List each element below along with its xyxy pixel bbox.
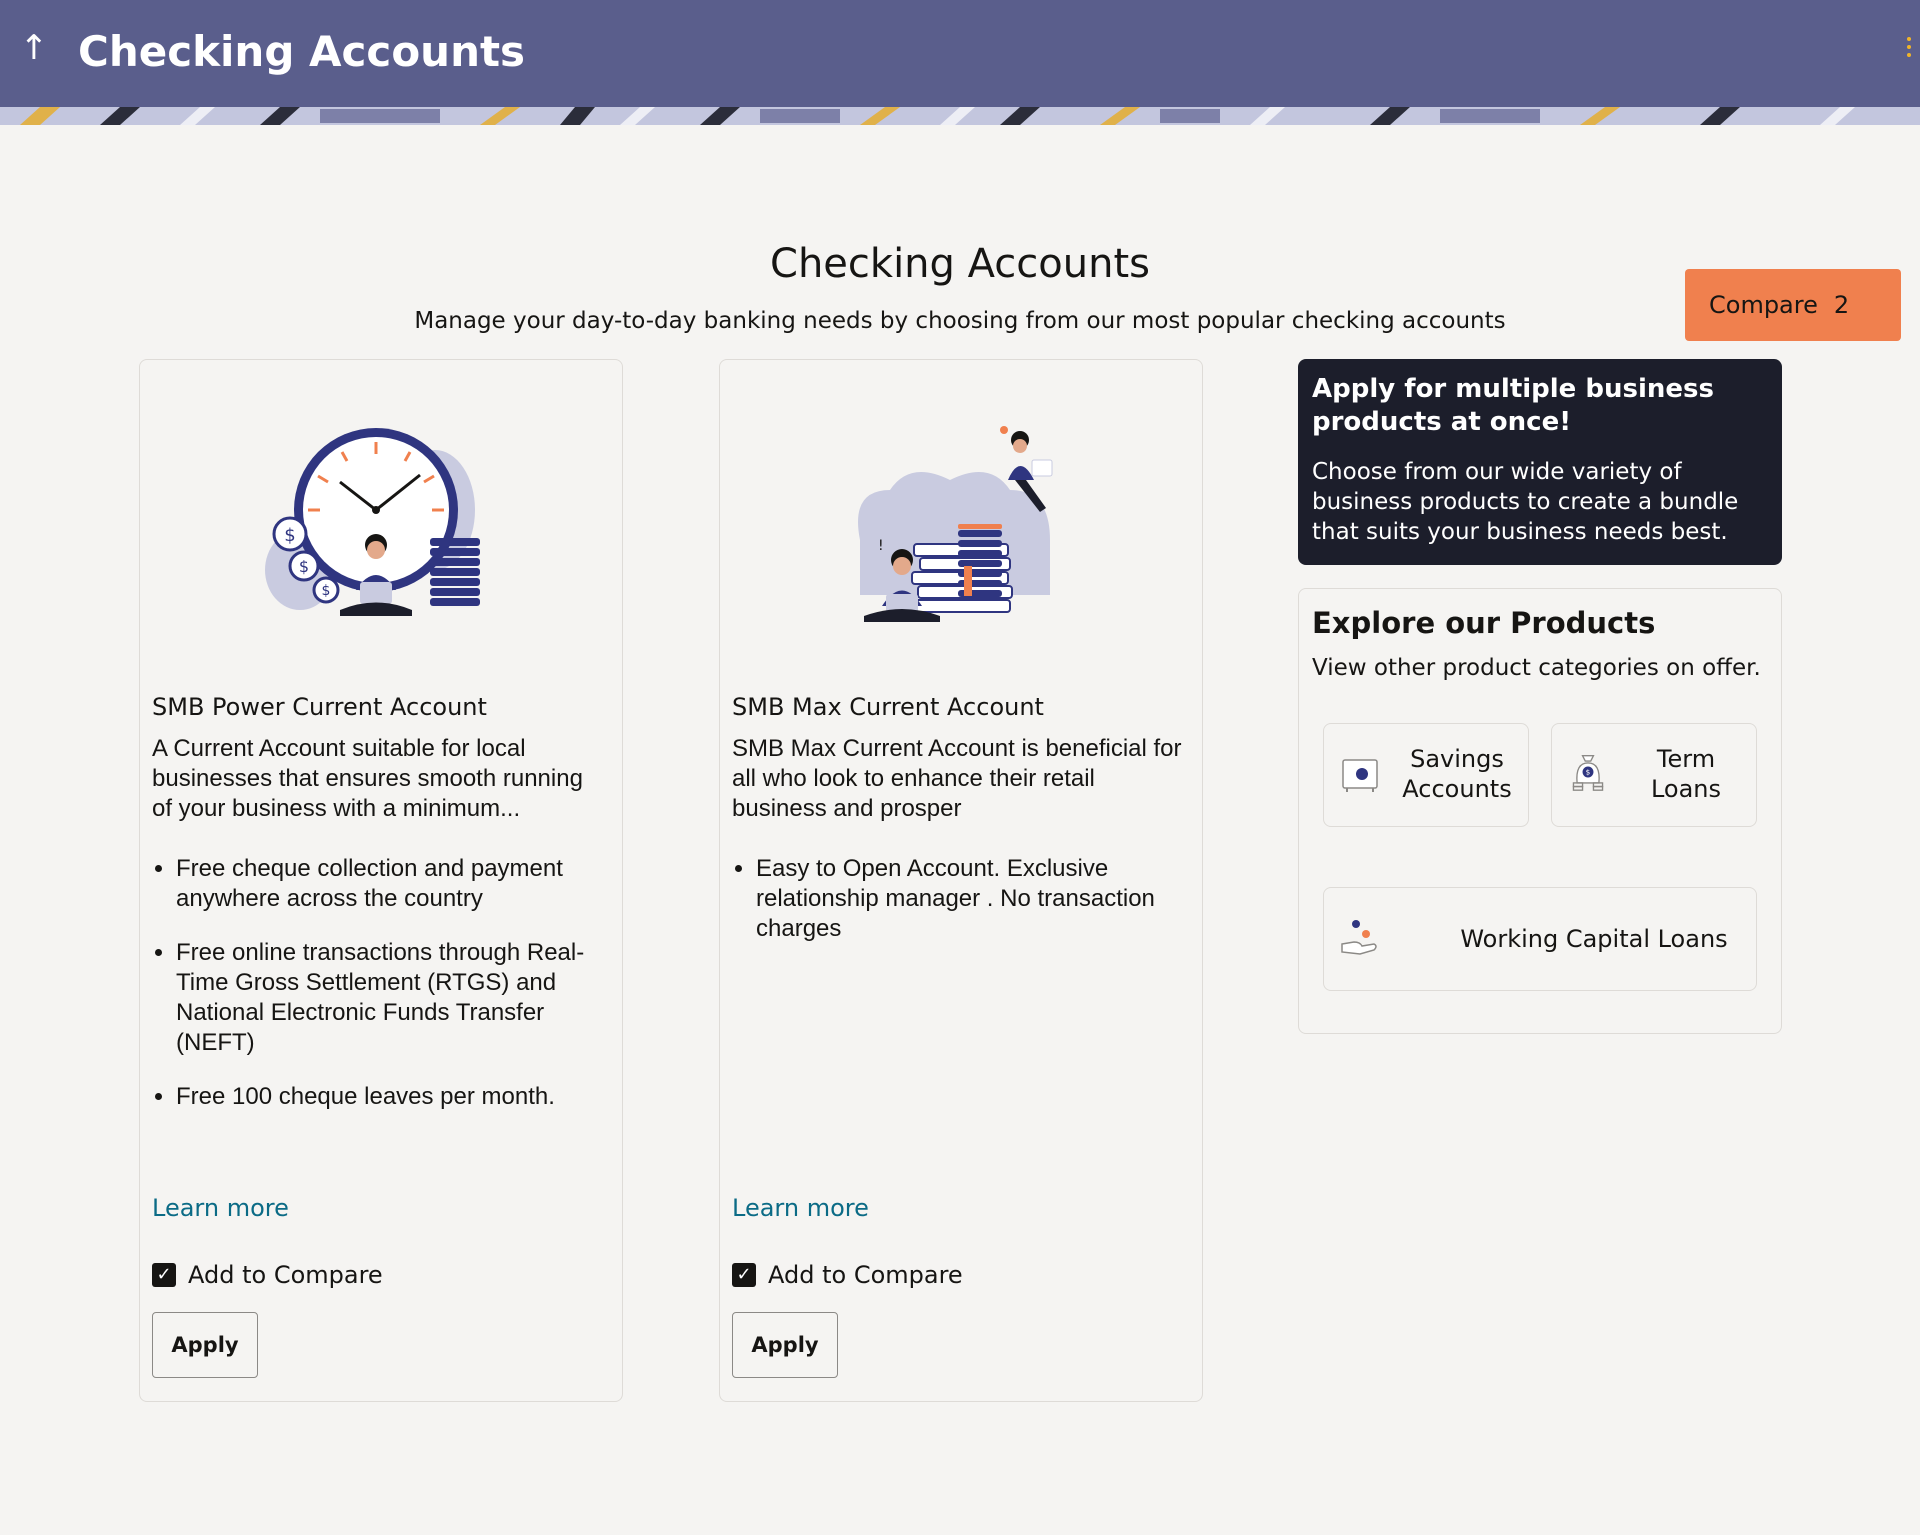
header-pattern-band	[0, 107, 1920, 125]
product-category-label: Working Capital Loans	[1460, 925, 1728, 953]
apply-button[interactable]: Apply	[152, 1312, 258, 1378]
compare-button[interactable]	[1685, 269, 1901, 341]
checkmark-icon[interactable]: ✓	[732, 1263, 756, 1287]
up-arrow-icon[interactable]: ↑	[19, 28, 49, 68]
product-description: A Current Account suitable for local businesses that ensures smooth running of your business with a minimum...	[152, 735, 583, 822]
compare-count-badge: 2	[1833, 291, 1850, 319]
promo-heading: Apply for multiple business products at once!	[1312, 374, 1714, 437]
page-title: Checking Accounts	[770, 241, 1150, 287]
learn-more-link[interactable]: Learn more	[152, 1194, 289, 1222]
add-to-compare-label: Add to Compare	[188, 1261, 383, 1289]
product-card	[719, 359, 1203, 1402]
svg-text:$: $	[1585, 767, 1591, 777]
explore-heading: Explore our Products	[1312, 606, 1656, 640]
promo-banner	[1298, 359, 1782, 565]
explore-subtitle: View other product categories on offer.	[1312, 655, 1761, 681]
svg-text:!: !	[878, 538, 884, 554]
product-card	[139, 359, 623, 1402]
money-bag-icon	[1568, 752, 1608, 792]
product-category-savings[interactable]	[1323, 723, 1529, 827]
svg-text:$: $	[284, 525, 296, 546]
feature-list	[756, 854, 1188, 968]
promo-text: Choose from our wide variety of business products to create a bundle that suits your business needs best.	[1312, 459, 1739, 545]
svg-text:$: $	[321, 583, 331, 599]
product-category-working-capital[interactable]	[1323, 887, 1757, 991]
feature-item: • Easy to Open Account. Exclusive relationship manager . No transaction charges	[756, 854, 1188, 944]
learn-more-link[interactable]: Learn more	[732, 1194, 869, 1222]
product-title: SMB Power Current Account	[152, 693, 487, 721]
app-header	[0, 0, 1920, 107]
svg-text:$: $	[298, 557, 310, 576]
header-title: Checking Accounts	[78, 27, 526, 76]
product-category-label: Term Loans	[1650, 745, 1722, 803]
hand-coin-icon	[1340, 918, 1380, 958]
product-title: SMB Max Current Account	[732, 693, 1044, 721]
feature-item: • Free online transactions through Real-Time Gross Settlement (RTGS) and National Electronic Funds Transfer (NEFT)	[176, 938, 608, 1058]
apply-button[interactable]: Apply	[732, 1312, 838, 1378]
product-description: SMB Max Current Account is beneficial for all who look to enhance their retail business and prosper	[732, 735, 1182, 822]
add-to-compare-label: Add to Compare	[768, 1261, 963, 1289]
pattern-decoration	[0, 107, 1920, 125]
clock-illustration	[260, 420, 500, 640]
kebab-menu-icon[interactable]	[1902, 34, 1916, 64]
safe-icon	[1340, 754, 1380, 794]
feature-list	[176, 854, 608, 1136]
feature-item: • Free 100 cheque leaves per month.	[176, 1082, 608, 1112]
add-to-compare-checkbox[interactable]	[152, 1259, 383, 1291]
page-subtitle: Manage your day-to-day banking needs by choosing from our most popular checking accounts	[414, 308, 1506, 334]
product-category-term-loans[interactable]	[1551, 723, 1757, 827]
explore-products-panel	[1298, 588, 1782, 1034]
compare-button-label: Compare	[1709, 291, 1818, 319]
books-coins-illustration	[840, 420, 1080, 640]
feature-item: • Free cheque collection and payment anywhere across the country	[176, 854, 608, 914]
add-to-compare-checkbox[interactable]	[732, 1259, 963, 1291]
product-category-label: Savings Accounts	[1402, 745, 1512, 803]
checkmark-icon[interactable]: ✓	[152, 1263, 176, 1287]
